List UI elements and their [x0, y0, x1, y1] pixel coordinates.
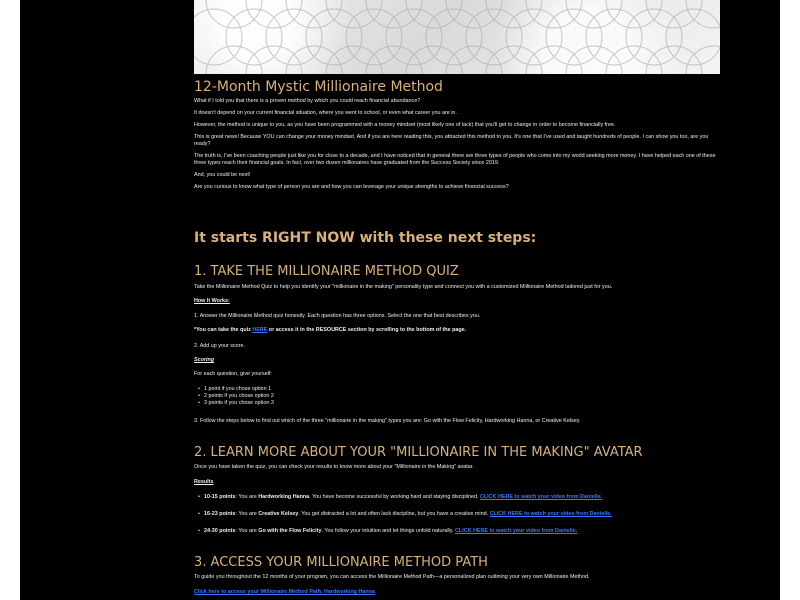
- step1-item-3: 3. Follow the steps below to find out which of the three "millionaire in the making" types you are: Go with the Flow Felicity, Hardworking Hanna, or Creative Kelsey.: [194, 418, 581, 424]
- points-list: [194, 386, 720, 407]
- step1-description: Take the Millionaire Method Quiz to help you identify your "millionaire in the making" personality type and connect you with a customized Millionaire Method tailored just for you.: [194, 284, 613, 290]
- results-label: Results: [194, 479, 214, 485]
- result-3-name: Go with the Flow Felicity: [258, 528, 322, 534]
- result-row-2: [204, 511, 720, 518]
- points-item-2: • 2 points if you chose option 2: [194, 393, 720, 400]
- intro-paragraph-2: It doesn't depend on your current financial situation, where you went to school, or even what career you are in.: [194, 110, 457, 116]
- points-item-3: • 3 points if you chose option 3: [194, 400, 720, 407]
- result-2-points: 16-23 points: [204, 511, 236, 517]
- page-title: 12-Month Mystic Millionaire Method: [194, 79, 443, 95]
- result-3-points: 24-30 points: [204, 528, 236, 534]
- lattice-pattern: [194, 0, 720, 74]
- intro-paragraph-7: Are you curious to know what type of person you are and how you can leverage your unique strengths to achieve financial success?: [194, 184, 509, 190]
- quiz-note-prefix: *You can take the quiz: [194, 327, 253, 333]
- step2-heading: 2. LEARN MORE ABOUT YOUR "MILLIONAIRE IN THE MAKING" AVATAR: [194, 445, 643, 460]
- scoring-instruction: For each question, give yourself:: [194, 371, 272, 377]
- result-2-description: . You get distracted a lot and often lack discipline, but you have a creative mind.: [298, 511, 490, 517]
- step3-link-row: [194, 589, 720, 596]
- result-2-name: Creative Kelsey: [258, 511, 299, 517]
- quiz-note-suffix: or access it in the RESOURCE section by scrolling to the bottom of the page.: [267, 327, 467, 333]
- intro-paragraph-4: This is great news! Because YOU can change your money mindset. And if you are here reading this, you attracted this method to you. It's one that I've used and taught hundreds of people. I can show you too, are you ready?: [194, 134, 709, 147]
- result-row-1: [204, 494, 720, 501]
- scoring-label: Scoring: [194, 357, 215, 363]
- hero-image: [194, 0, 720, 74]
- intro-paragraph-6: And, you could be next!: [194, 172, 251, 178]
- intro-paragraph-3: However, the method is unique to you, as you have been programmed with a money mindset (most likely one of lack) that you'll get to change in order to become financially free.: [194, 122, 616, 128]
- step3-description: To guide you throughout the 12 months of your program, you can access the Millionaire Method Path—a personalized plan outlining your very own Millionaire Method.: [194, 574, 590, 580]
- millionaire-path-link[interactable]: Click here to access your Millionaire Method Path, Hardworking Hanna: [194, 589, 375, 595]
- result-3-video-link[interactable]: CLICK HERE to watch your video from Danielle.: [455, 528, 578, 534]
- quiz-link[interactable]: HERE: [252, 327, 268, 333]
- result-1-text: : You are: [235, 494, 259, 500]
- result-2-video-link[interactable]: CLICK HERE to watch your video from Danielle.: [489, 511, 612, 517]
- result-1-points: 10-15 points: [204, 494, 236, 500]
- points-item-1: • 1 point if you chose option 1: [194, 386, 720, 393]
- intro-paragraph-1: What if I told you that there is a proven method by which you could reach financial abundance?: [194, 98, 421, 104]
- result-3-text: : You are: [235, 528, 259, 534]
- result-1-video-link[interactable]: CLICK HERE to watch your video from Danielle.: [479, 494, 603, 500]
- result-1-description: . You have become successful by working hard and staying disciplined.: [309, 494, 480, 500]
- result-1-name: Hardworking Hanna: [258, 494, 310, 500]
- step1-heading: 1. TAKE THE MILLIONAIRE METHOD QUIZ: [194, 264, 459, 279]
- result-3-description: . You follow your intuition and let things unfold naturally.: [321, 528, 456, 534]
- step1-item-2: 2. Add up your score.: [194, 343, 245, 349]
- how-it-works-label: How It Works:: [194, 298, 230, 304]
- next-steps-heading: It starts RIGHT NOW with these next steps:: [194, 230, 537, 246]
- step2-description: Once you have taken the quiz, you can check your results to know more about your "Millionaire in the Making" avatar.: [194, 464, 474, 470]
- quiz-note: [194, 327, 720, 334]
- step3-heading: 3. ACCESS YOUR MILLIONAIRE METHOD PATH: [194, 555, 488, 570]
- main-content: [194, 0, 720, 600]
- result-2-text: : You are: [235, 511, 259, 517]
- step1-item-1: 1. Answer the Millionaire Method quiz honestly. Each question has three options. Select the one that best describes you.: [194, 313, 481, 319]
- intro-paragraph-5: The truth is, I've been coaching people just like you for close to a decade, and I have noticed that in general there are three types of people who come into my world seeking more money. I have helped each one of these three types reach their financial goals. In fact, over two dozen millionaires have graduated from the Success Society since 2019.: [194, 153, 716, 166]
- intro-section: [194, 98, 720, 191]
- result-row-3: [204, 528, 720, 535]
